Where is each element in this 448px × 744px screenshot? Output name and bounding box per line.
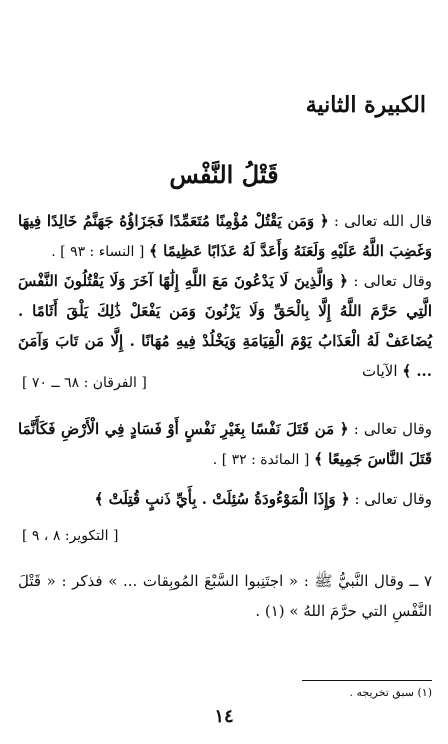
quran-verse-4: ﴿ وَإِذَا الْمَوْءُودَةُ سُئِلَتْ . بِأَيِّ ذَنبٍ قُتِلَتْ ﴾: [94, 490, 350, 508]
paragraph-3: [18, 414, 432, 475]
paragraph-3-intro: وقال تعالى :: [353, 420, 433, 438]
paragraph-2-intro: وقال تعالى :: [353, 272, 432, 290]
paragraph-5: ٧ ــ وقال النَّبيُّ ﷺ : « اجتَنِبوا السَّبْعَ المُوبِقات ... » فذكر : « قَتْلَ النَّفْسِ التي حرَّمَ اللهُ » (١) .: [18, 572, 432, 620]
verse-reference-2: [ الفرقان : ٦٨ ــ ٧٠ ]: [22, 375, 147, 391]
chapter-title: الكبيرة الثانية: [305, 92, 426, 118]
verse-reference-1: [ النساء : ٩٣ ] .: [51, 244, 145, 260]
page-number: ١٤: [214, 706, 234, 727]
paragraph-2: [18, 266, 432, 386]
paragraph-1-intro: قال الله تعالى :: [333, 212, 432, 230]
quran-verse-2: ﴿ وَالَّذِينَ لَا يَدْعُونَ مَعَ اللَّهِ إِلَٰهًا آخَرَ وَلَا يَقْتُلُونَ النَّفْسَ الَّتِي حَرَّمَ اللَّهُ إِلَّا بِالْحَقِّ وَلَا يَزْنُونَ وَمَن يَفْعَلْ ذَٰلِكَ يَلْقَ أَثَامًا . يُضَاعَفْ لَهُ الْعَذَابُ يَوْمَ الْقِيَامَةِ وَيَخْلُدْ فِيهِ مُهَانًا . إِلَّا مَن تَابَ وَآمَنَ ... ﴾: [18, 272, 432, 380]
quran-verse-1: ﴿ وَمَن يَقْتُلْ مُؤْمِنًا مُتَعَمِّدًا فَجَزَاؤُهُ جَهَنَّمُ خَالِدًا فِيهَا وَغَضِبَ اللَّهُ عَلَيْهِ وَلَعَنَهُ وَأَعَدَّ لَهُ عَذَابًا عَظِيمًا ﴾: [18, 212, 432, 260]
verse-reference-3: [ المائدة : ٣٢ ] .: [212, 452, 310, 468]
quran-verse-3: ﴿ مَن قَتَلَ نَفْسًا بِغَيْرِ نَفْسٍ أَوْ فَسَادٍ فِي الْأَرْضِ فَكَأَنَّمَا قَتَلَ النَّاسَ جَمِيعًا ﴾: [18, 420, 432, 468]
footnote: (١) سبق تخريجه .: [349, 686, 432, 699]
paragraph-1: [18, 206, 432, 267]
paragraph-4: [18, 484, 432, 514]
footnote-divider: [302, 680, 432, 681]
section-title: قَتْلُ النَّفْس: [169, 160, 279, 189]
verse-reference-4: [ التكوير: ٨ ، ٩ ]: [22, 528, 119, 544]
paragraph-2-tail: الآيات: [361, 362, 398, 380]
paragraph-4-intro: وقال تعالى :: [354, 490, 432, 508]
